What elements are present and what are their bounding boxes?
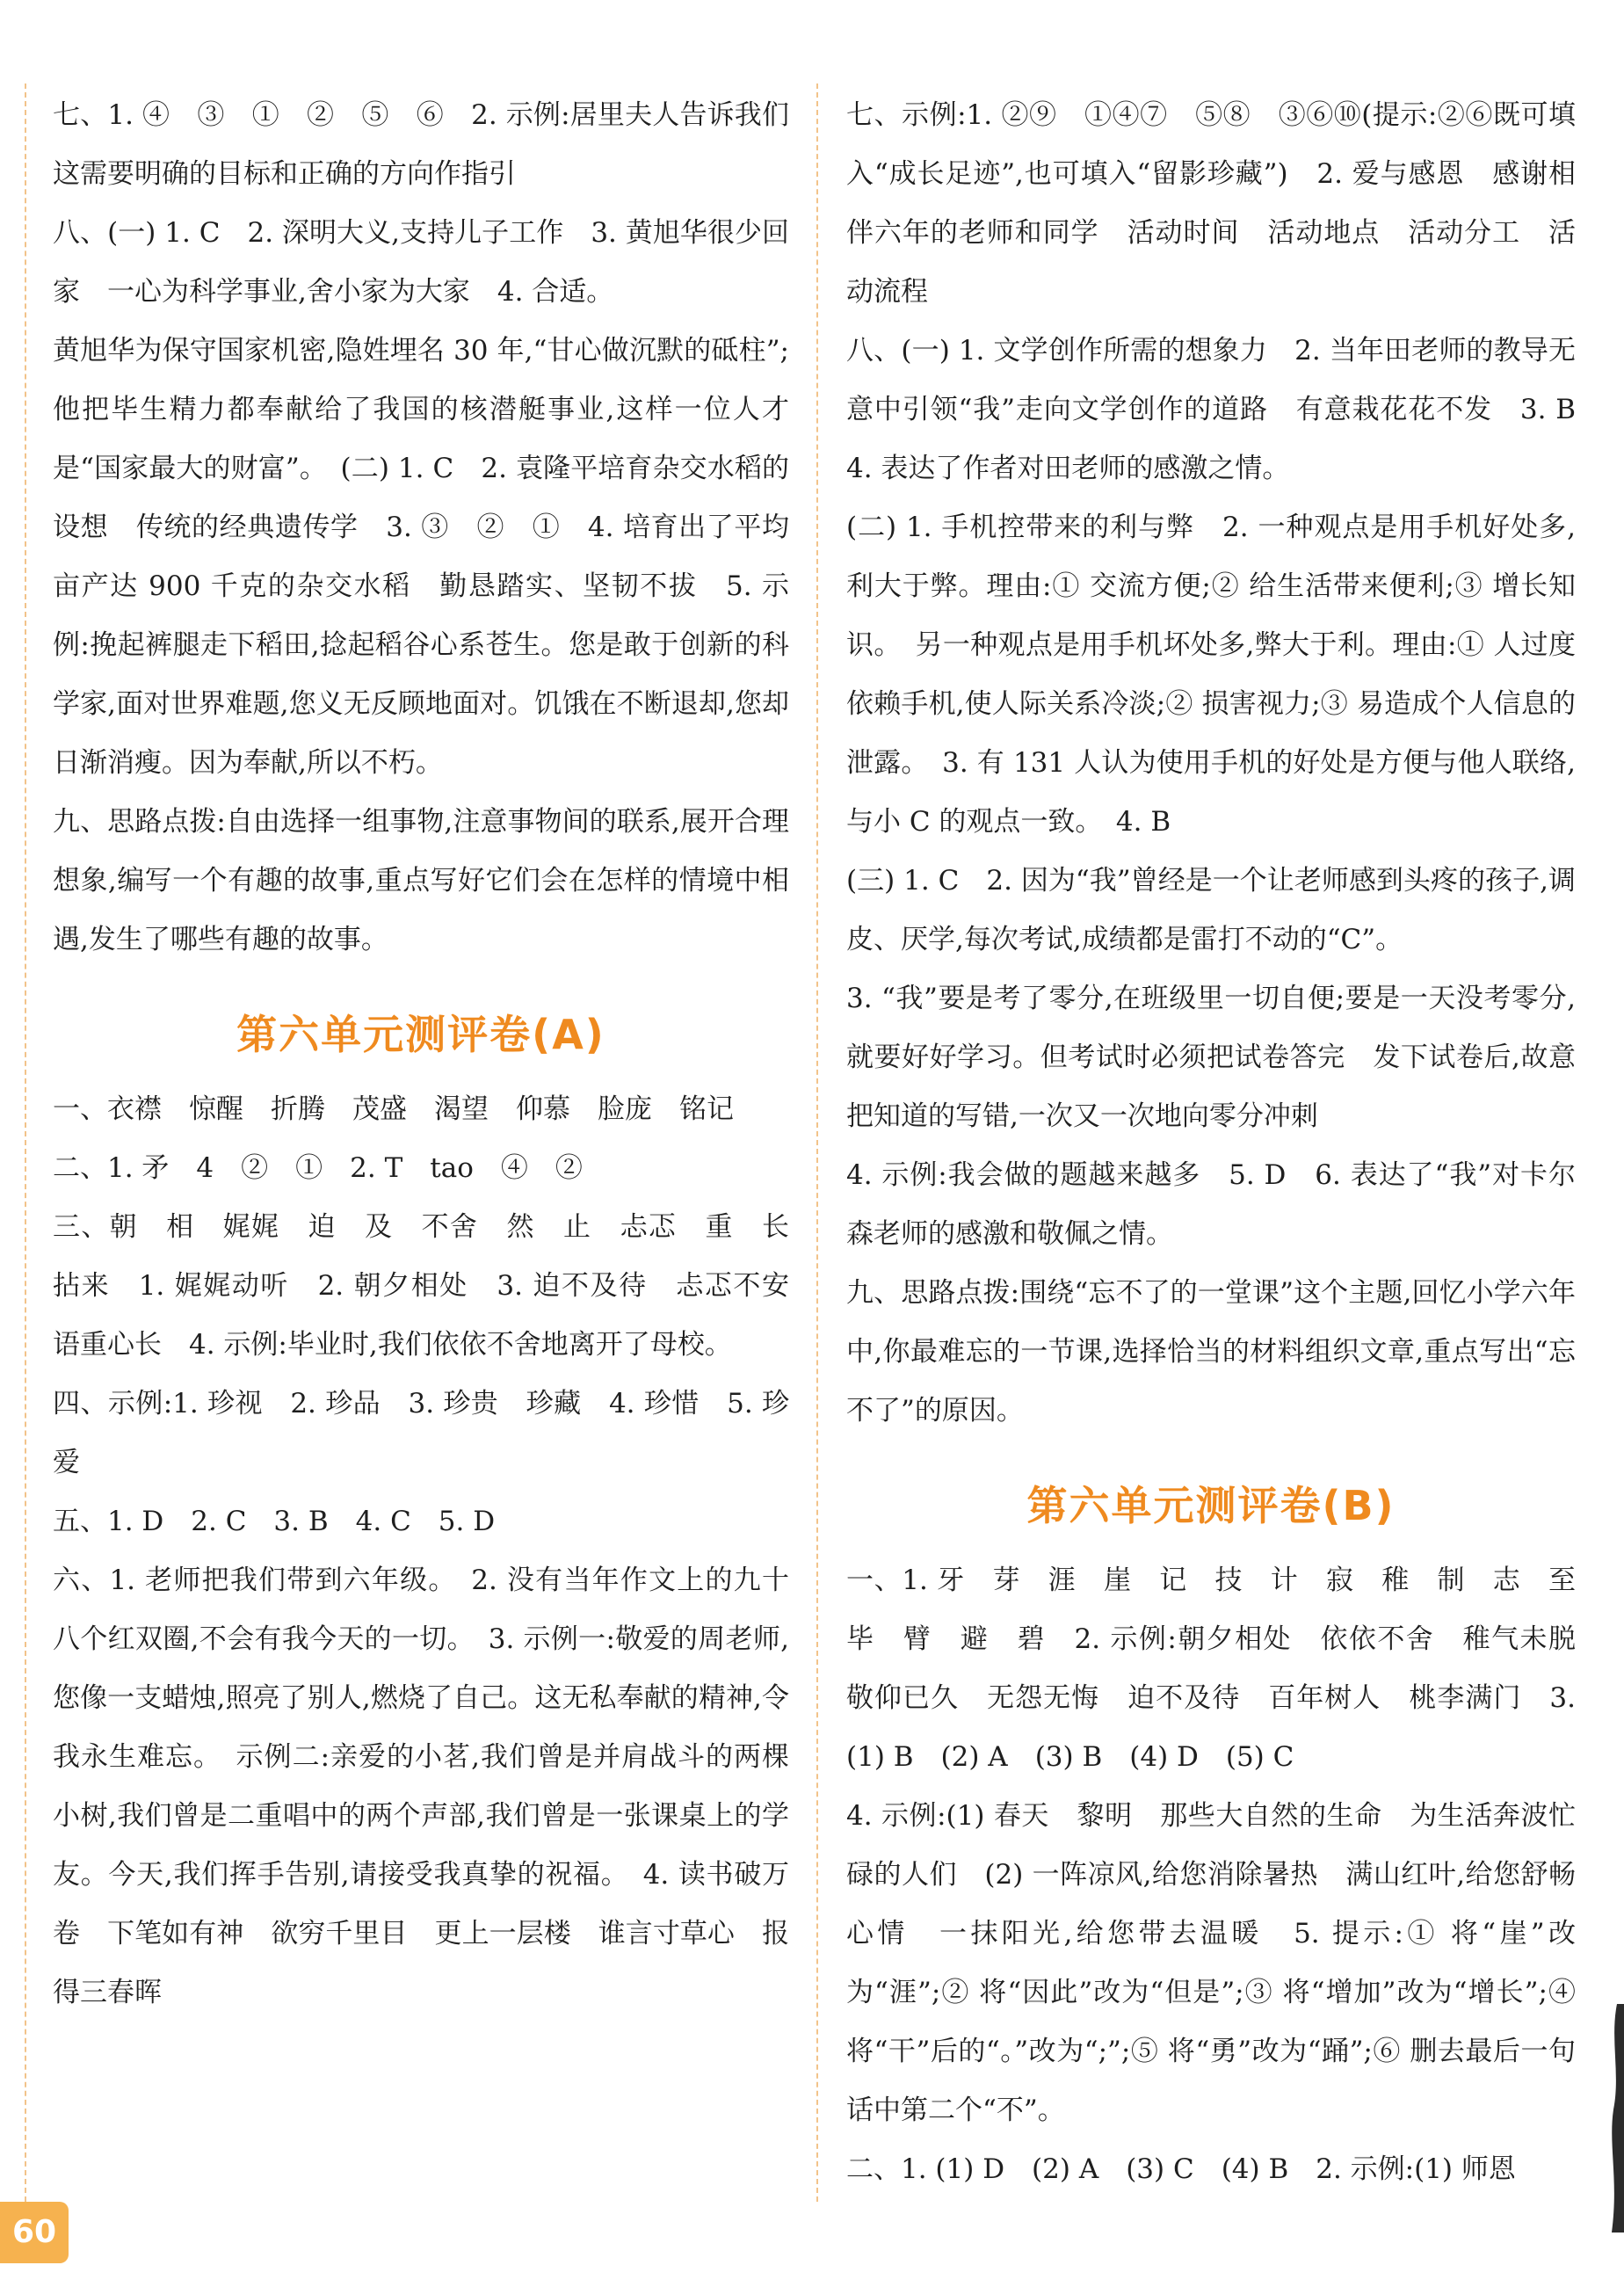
column-divider	[816, 83, 818, 2202]
answer-paragraph: 四、示例:1. 珍视 2. 珍品 3. 珍贵 珍藏 4. 珍惜 5. 珍爱	[53, 1388, 789, 1478]
answer-paragraph: 五、1. D 2. C 3. B 4. C 5. D	[53, 1506, 496, 1537]
answer-paragraph: 黄旭华为保守国家机密,隐姓埋名 30 年,“甘心做沉默的砥柱”;他把毕生精力都奉献给了我国的核潜艇事业,这样一位人才是“国家最大的财富”。 (二) 1. C 2. 袁隆平培育杂交水稻的设想 传统的经典遗传学 3. ③ ② ① 4. 培育出了平均亩产达 900 千克的杂交水稻 勤恳踏实、坚韧不拔 5. 示例:挽起裤腿走下稻田,捻起稻谷心系苍生。您是敢于创新的科学家,面对世界难题,您义无反顾地面对。饥饿在不断退却,您却日渐消瘦。因为奉献,所以不朽。	[53, 335, 789, 779]
answer-paragraph: 4. 示例:(1) 春天 黎明 那些大自然的生命 为生活奔波忙碌的人们 (2) 一阵凉风,给您消除暑热 满山红叶,给您舒畅心情 一抹阳光,给您带去温暖 5. 提示:① 将“崖”改为“涯”;② 将“因此”改为“但是”;③ 将“增加”改为“增长”;④ 将“干”后的“。”改为“;”;⑤ 将“勇”改为“踊”;⑥ 删去最后一句话中第二个“不”。	[846, 1800, 1576, 2126]
section-title: 第六单元测评卷(A)	[236, 1011, 605, 1058]
answer-paragraph: (三) 1. C 2. 因为“我”曾经是一个让老师感到头疼的孩子,调皮、厌学,每次考试,成绩都是雷打不动的“C”。	[846, 865, 1576, 955]
left-margin-rule	[25, 83, 26, 2202]
page-number: 60	[0, 2202, 69, 2263]
answer-paragraph: 七、1. ④ ③ ① ② ⑤ ⑥ 2. 示例:居里夫人告诉我们 这需要明确的目标和正确的方向作指引	[53, 99, 816, 190]
answer-paragraph: 二、1. (1) D (2) A (3) C (4) B 2. 示例:(1) 师恩	[846, 2153, 1516, 2185]
section-title: 第六单元测评卷(B)	[1026, 1482, 1396, 1529]
answer-paragraph: 九、思路点拨:围绕“忘不了的一堂课”这个主题,回忆小学六年中,你最难忘的一节课,选择恰当的材料组织文章,重点写出“忘不了”的原因。	[846, 1277, 1576, 1427]
answer-paragraph: 六、1. 老师把我们带到六年级。 2. 没有当年作文上的九十八个红双圈,不会有我今天的一切。 3. 示例一:敬爱的周老师,您像一支蜡烛,照亮了别人,燃烧了自己。这无私奉献的精神,令我永生难忘。 示例二:亲爱的小茗,我们曾是并肩战斗的两棵小树,我们曾是二重唱中的两个声部,我们曾是一张课桌上的学友。今天,我们挥手告别,请接受我真挚的祝福。 4. 读书破万卷 下笔如有神 欲穷千里目 更上一层楼 谁言寸草心 报得三春晖	[53, 1565, 789, 2008]
answer-paragraph: 七、示例:1. ②⑨ ①④⑦ ⑤⑧ ③⑥⑩(提示:②⑥既可填入“成长足迹”,也可填入“留影珍藏”) 2. 爱与感恩 感谢相伴六年的老师和同学 活动时间 活动地点 活动分工 活动流程	[846, 99, 1576, 308]
answer-paragraph: 二、1. 矛 4 ② ① 2. T tao ④ ②	[53, 1152, 583, 1184]
answer-paragraph: 一、衣襟 惊醒 折腾 茂盛 渴望 仰慕 脸庞 铭记	[53, 1093, 734, 1125]
answer-paragraph: (二) 1. 手机控带来的利与弊 2. 一种观点是用手机好处多,利大于弊。理由:① 交流方便;② 给生活带来便利;③ 增长知识。 另一种观点是用手机坏处多,弊大于利。理由:① 人过度依赖手机,使人际关系冷淡;② 损害视力;③ 易造成个人信息的泄露。 3. 有 131 人认为使用手机的好处是方便与他人联络,与小 C 的观点一致。 4. B	[846, 512, 1576, 838]
answer-paragraph: 三、朝 相 娓娓 迫 及 不舍 然 止 忐忑 重 长 拈来 1. 娓娓动听 2. 朝夕相处 3. 迫不及待 忐忑不安 语重心长 4. 示例:毕业时,我们依依不舍地离开了母校。	[53, 1211, 816, 1361]
answer-paragraph: 3. “我”要是考了零分,在班级里一切自便;要是一天没考零分,就要好好学习。但考试时必须把试卷答完 发下试卷后,故意把知道的写错,一次又一次地向零分冲刺	[846, 983, 1576, 1132]
answer-paragraph: 八、(一) 1. 文学创作所需的想象力 2. 当年田老师的教导无意中引领“我”走向文学创作的道路 有意栽花花不发 3. B 4. 表达了作者对田老师的感激之情。	[846, 335, 1603, 484]
right-column	[846, 86, 1603, 2199]
answer-paragraph: 八、(一) 1. C 2. 深明大义,支持儿子工作 3. 黄旭华很少回家 一心为科学事业,舍小家为大家 4. 合适。	[53, 217, 789, 308]
answer-paragraph: 4. 示例:我会做的题越来越多 5. D 6. 表达了“我”对卡尔森老师的感激和敬佩之情。	[846, 1159, 1576, 1250]
answer-paragraph: 九、思路点拨:自由选择一组事物,注意事物间的联系,展开合理想象,编写一个有趣的故事,重点写好它们会在怎样的情境中相遇,发生了哪些有趣的故事。	[53, 806, 789, 955]
binding-edge-mark	[1601, 2004, 1624, 2233]
left-column	[53, 86, 816, 2022]
answer-paragraph: 一、1. 牙 芽 涯 崖 记 技 计 寂 稚 制 志 至 毕 臂 避 碧 2. 示例:朝夕相处 依依不舍 稚气未脱 敬仰已久 无怨无悔 迫不及待 百年树人 桃李满门 3. (1) B (2) A (3) B (4) D (5) C	[846, 1565, 1603, 1773]
